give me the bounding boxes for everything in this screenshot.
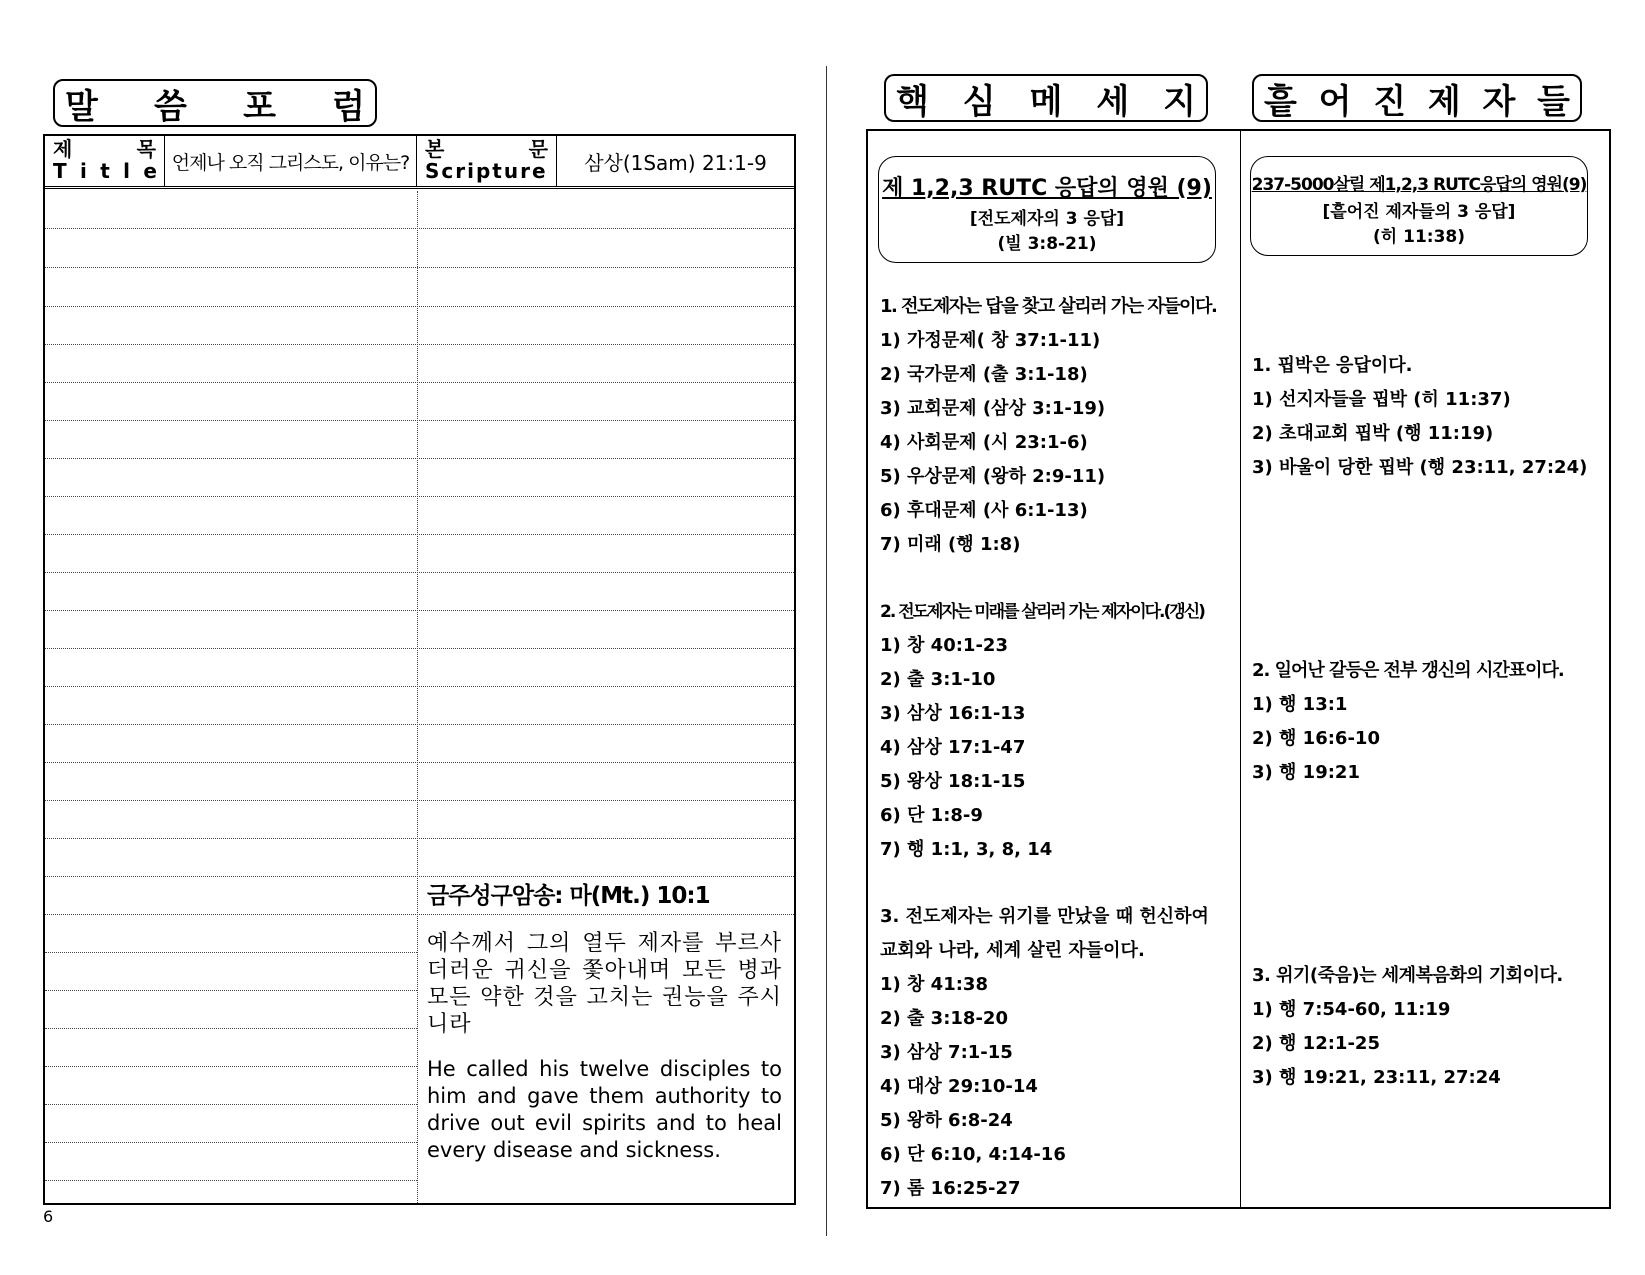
note-line bbox=[45, 1028, 417, 1029]
list-item: 1) 가정문제( 창 37:1-11) bbox=[880, 330, 1101, 351]
sermon-title: 언제나 오직 그리스도, 이유는? bbox=[171, 151, 410, 174]
table-header-row bbox=[45, 136, 794, 189]
column-divider bbox=[1240, 131, 1241, 1207]
sermon-notes-table bbox=[43, 134, 796, 1205]
note-line bbox=[45, 496, 794, 497]
list-item: 2. 일어난 갈등은 전부 갱신의 시간표이다. bbox=[1252, 660, 1564, 681]
list-item: 4) 사회문제 (시 23:1-6) bbox=[880, 432, 1088, 453]
title-label-eng: T bbox=[53, 159, 68, 183]
list-item: 6) 단 1:8-9 bbox=[880, 805, 983, 826]
list-item: 2) 행 12:1-25 bbox=[1252, 1033, 1380, 1054]
list-item: 3) 행 19:21, 23:11, 27:24 bbox=[1252, 1067, 1501, 1088]
title-value-cell bbox=[165, 136, 417, 186]
list-item: 1) 창 40:1-23 bbox=[880, 635, 1008, 656]
note-line bbox=[45, 1104, 417, 1105]
list-item: 5) 왕상 18:1-15 bbox=[880, 771, 1026, 792]
header-char: 제 bbox=[1427, 81, 1461, 122]
list-item: 교회와 나라, 세계 살린 자들이다. bbox=[880, 940, 1145, 961]
header-char: 지 bbox=[1163, 81, 1196, 122]
scattered-disciples-header bbox=[1252, 74, 1582, 122]
header-char: 럼 bbox=[332, 86, 365, 127]
column-divider bbox=[417, 191, 418, 1203]
list-item: 3) 교회문제 (삼상 3:1-19) bbox=[880, 398, 1106, 419]
list-item: 1. 핍박은 응답이다. bbox=[1252, 355, 1413, 376]
list-item: 1) 창 41:38 bbox=[880, 974, 988, 995]
header-char: 씀 bbox=[154, 86, 187, 127]
core-message-table bbox=[866, 129, 1611, 1209]
note-line bbox=[45, 458, 794, 459]
header-char: 어 bbox=[1318, 81, 1352, 122]
core-message-header bbox=[884, 74, 1208, 122]
note-line bbox=[45, 267, 794, 268]
page-number: 6 bbox=[43, 1207, 54, 1226]
title-label-eng: l bbox=[123, 159, 132, 183]
title-label-kor: 목 bbox=[136, 137, 156, 161]
list-item: 2) 행 16:6-10 bbox=[1252, 728, 1380, 749]
memory-verse-korean: 예수께서 그의 열두 제자를 부르사 더러운 귀신을 쫓아내며 모든 병과 모든 약한 것을 고치는 권능을 주시니라 bbox=[427, 931, 782, 1037]
list-item: 1) 선지자들을 핍박 (히 11:37) bbox=[1252, 389, 1511, 410]
note-line bbox=[45, 306, 794, 307]
scripture-label-kor: 문 bbox=[528, 137, 548, 161]
header-char: 메 bbox=[1029, 81, 1063, 122]
list-item: 3. 전도제자는 위기를 만났을 때 헌신하여 bbox=[880, 906, 1209, 927]
header-char: 들 bbox=[1537, 81, 1570, 122]
list-item: 3) 삼상 16:1-13 bbox=[880, 703, 1026, 724]
note-line bbox=[45, 952, 417, 953]
list-item: 4) 대상 29:10-14 bbox=[880, 1076, 1038, 1097]
list-item: 6) 후대문제 (사 6:1-13) bbox=[880, 500, 1088, 521]
header-char: 세 bbox=[1096, 81, 1130, 122]
note-line bbox=[45, 382, 794, 383]
core-message-title-box bbox=[878, 156, 1216, 263]
list-item: 1) 행 7:54-60, 11:19 bbox=[1252, 999, 1451, 1020]
scattered-disciples-title-box bbox=[1250, 156, 1588, 256]
scripture-reference: 삼상(1Sam) 21:1-9 bbox=[584, 150, 767, 175]
note-line bbox=[45, 1142, 417, 1143]
note-line bbox=[45, 1180, 417, 1181]
scripture-label-cell bbox=[417, 136, 557, 186]
list-item: 7) 롬 16:25-27 bbox=[880, 1178, 1021, 1199]
note-line bbox=[45, 724, 794, 725]
note-line bbox=[45, 228, 794, 229]
list-item: 3) 삼상 7:1-15 bbox=[880, 1042, 1013, 1063]
note-line bbox=[45, 990, 417, 991]
note-line bbox=[45, 610, 794, 611]
header-char: 흩 bbox=[1264, 81, 1297, 122]
title-label-kor: 제 bbox=[53, 137, 73, 161]
list-item: 2. 전도제자는 미래를 살리러 가는 제자이다.(갱신) bbox=[880, 602, 1204, 622]
header-char: 심 bbox=[962, 81, 996, 122]
list-item: 5) 우상문제 (왕하 2:9-11) bbox=[880, 466, 1106, 487]
header-char: 말 bbox=[65, 86, 98, 127]
list-item: 2) 출 3:18-20 bbox=[880, 1008, 1008, 1029]
list-item: 1) 행 13:1 bbox=[1252, 694, 1348, 715]
note-line bbox=[45, 762, 794, 763]
note-line bbox=[45, 838, 794, 839]
scattered-disciples-reference: (히 11:38) bbox=[1373, 227, 1465, 247]
list-item: 7) 행 1:1, 3, 8, 14 bbox=[880, 839, 1053, 860]
page-header-left bbox=[53, 79, 377, 127]
note-line bbox=[45, 800, 794, 801]
list-item: 4) 삼상 17:1-47 bbox=[880, 737, 1026, 758]
list-item: 5) 왕하 6:8-24 bbox=[880, 1110, 1013, 1131]
list-item: 7) 미래 (행 1:8) bbox=[880, 534, 1021, 555]
list-item: 2) 초대교회 핍박 (행 11:19) bbox=[1252, 423, 1494, 444]
memory-verse-block bbox=[427, 877, 782, 1197]
list-item: 2) 출 3:1-10 bbox=[880, 669, 996, 690]
list-item: 1. 전도제자는 답을 찾고 살리러 가는 자들이다. bbox=[880, 296, 1217, 317]
page-gutter bbox=[826, 66, 827, 1236]
title-label-eng: t bbox=[100, 159, 111, 183]
core-message-reference: (빌 3:8-21) bbox=[997, 234, 1097, 254]
core-message-subtitle: [전도제자의 3 응답] bbox=[969, 209, 1125, 229]
scripture-label-kor: 본 bbox=[425, 137, 445, 161]
header-char: 자 bbox=[1482, 81, 1516, 122]
scattered-disciples-subtitle: [흩어진 제자들의 3 응답] bbox=[1322, 202, 1516, 222]
note-line bbox=[45, 686, 794, 687]
list-item: 2) 국가문제 (출 3:1-18) bbox=[880, 364, 1088, 385]
list-item: 6) 단 6:10, 4:14-16 bbox=[880, 1144, 1066, 1165]
note-line bbox=[45, 1066, 417, 1067]
note-line bbox=[45, 534, 794, 535]
list-item: 3) 바울이 당한 핍박 (행 23:11, 27:24) bbox=[1252, 457, 1588, 478]
header-char: 포 bbox=[243, 86, 276, 127]
title-label-eng: i bbox=[80, 159, 88, 183]
note-line bbox=[45, 344, 794, 345]
memory-verse-english: He called his twelve disciples to him and gave them authority to drive out evil spirits and to heal every disease and sickness. bbox=[427, 1057, 782, 1162]
note-line bbox=[45, 572, 794, 573]
list-item: 3. 위기(죽음)는 세계복음화의 기회이다. bbox=[1252, 965, 1563, 986]
list-item: 3) 행 19:21 bbox=[1252, 762, 1360, 783]
scattered-disciples-title: 237-5000살릴 제1,2,3 RUTC응답의 영원(9) bbox=[1251, 175, 1587, 195]
header-char: 진 bbox=[1373, 81, 1407, 122]
header-char: 핵 bbox=[896, 81, 929, 122]
title-label-eng: e bbox=[143, 159, 158, 183]
note-line bbox=[45, 420, 794, 421]
core-message-title: 제 1,2,3 RUTC 응답의 영원 (9) bbox=[882, 176, 1212, 201]
scripture-value-cell bbox=[557, 136, 794, 186]
note-line bbox=[45, 648, 794, 649]
memory-verse-heading: 금주성구암송: 마(Mt.) 10:1 bbox=[427, 883, 710, 909]
title-label-cell bbox=[45, 136, 165, 186]
scripture-label-eng: Scripture bbox=[425, 159, 548, 183]
